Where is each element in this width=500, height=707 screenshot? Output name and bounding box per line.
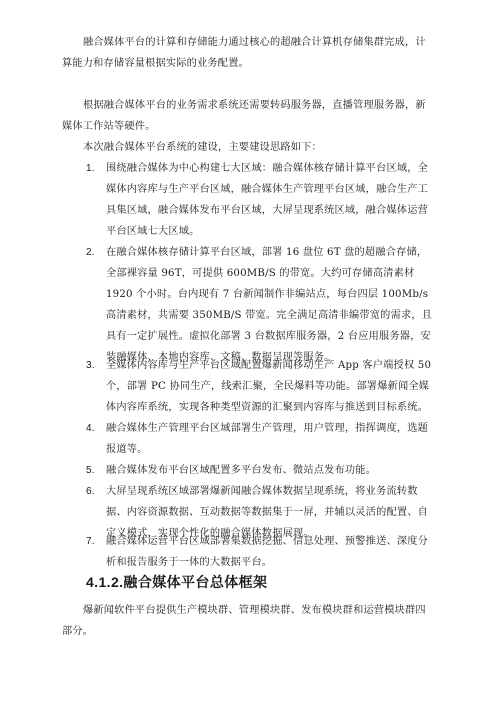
list-text: 融合媒体生产管理平台区域部署生产管理，用户管理，指挥调度，选题报道等。 <box>106 423 429 455</box>
section-heading: 4.1.2.融合媒体平台总体框架 <box>86 574 268 590</box>
list-item-4 <box>86 418 436 460</box>
list-item-3 <box>86 355 436 418</box>
paragraph-construction-approach: 本次融合媒体平台系统的建设，主要建设思路如下： <box>83 142 322 153</box>
list-number: 5. <box>86 465 95 476</box>
paragraph-software-modules: 爆新闻软件平台提供生产模块群、管理模块群、发布模块群和运营模块群四部分。 <box>62 605 426 637</box>
list-text: 大屏呈现系统区域部署爆新闻融合媒体数据呈现系统，将业务流转数据、内容资源数据、互动数据等数据集于一屏，并辅以灵活的配置、自定义模式，实现个性化的融合媒体数据展现。 <box>106 486 429 539</box>
list-item-5 <box>86 460 436 481</box>
list-number: 1. <box>86 163 95 174</box>
list-item-7 <box>86 531 436 573</box>
list-number: 4. <box>86 423 95 434</box>
list-item-1 <box>86 158 436 242</box>
list-number: 6. <box>86 486 95 497</box>
list-text: 在融合媒体核存储计算平台区域，部署 16 盘位 6T 盘的超融合存储，全部裸容量 96T，可提供 600MB/S 的带宽。大约可存储高清素材 1920 个小时。台内现有 7 台新闻制作非编站点，每台四层 100Mb/s 高清素材，共需要 350MB/S 带宽。完全满足高清非编带宽的需求，且具有一定扩展性。虚拟化部署 3 台数据库服务器，2 台应用服务器，安装融媒体、本地内容库、文稿、数据呈现等服务。 <box>106 247 433 363</box>
list-number: 3. <box>86 360 95 371</box>
list-item-2 <box>86 242 436 368</box>
list-text: 融合媒体运营平台区域部署集数据挖掘、信息处理、预警推送、深度分析和报告服务于一体的大数据平台。 <box>106 536 429 568</box>
list-text: 融合媒体发布平台区域配置多平台发布、微站点发布功能。 <box>106 465 377 476</box>
paragraph-hardware-requirements: 根据融合媒体平台的业务需求系统还需要转码服务器，直播管理服务器，新媒体工作站等硬件。 <box>62 100 426 132</box>
list-text: 围绕融合媒体为中心构建七大区域：融合媒体核存储计算平台区域，全媒体内容库与生产平台区域，融合媒体生产管理平台区域，融合生产工具集区域，融合媒体发布平台区域，大屏呈现系统区域，融合媒体运营平台区域七大区域。 <box>106 163 429 237</box>
list-number: 7. <box>86 536 95 547</box>
paragraph-compute-storage: 融合媒体平台的计算和存储能力通过核心的超融合计算机存储集群完成，计算能力和存储容量根据实际的业务配置。 <box>62 37 426 69</box>
list-text: 全媒体内容库与生产平台区域配置爆新闻移动生产 App 客户端授权 50 个，部署 PC 协同生产，线索汇聚，全民爆料等功能。部署爆新闻全媒体内容库系统，实现各种类型资源的汇聚到内容库与推送到目标系统。 <box>106 360 432 413</box>
list-number: 2. <box>86 247 95 258</box>
